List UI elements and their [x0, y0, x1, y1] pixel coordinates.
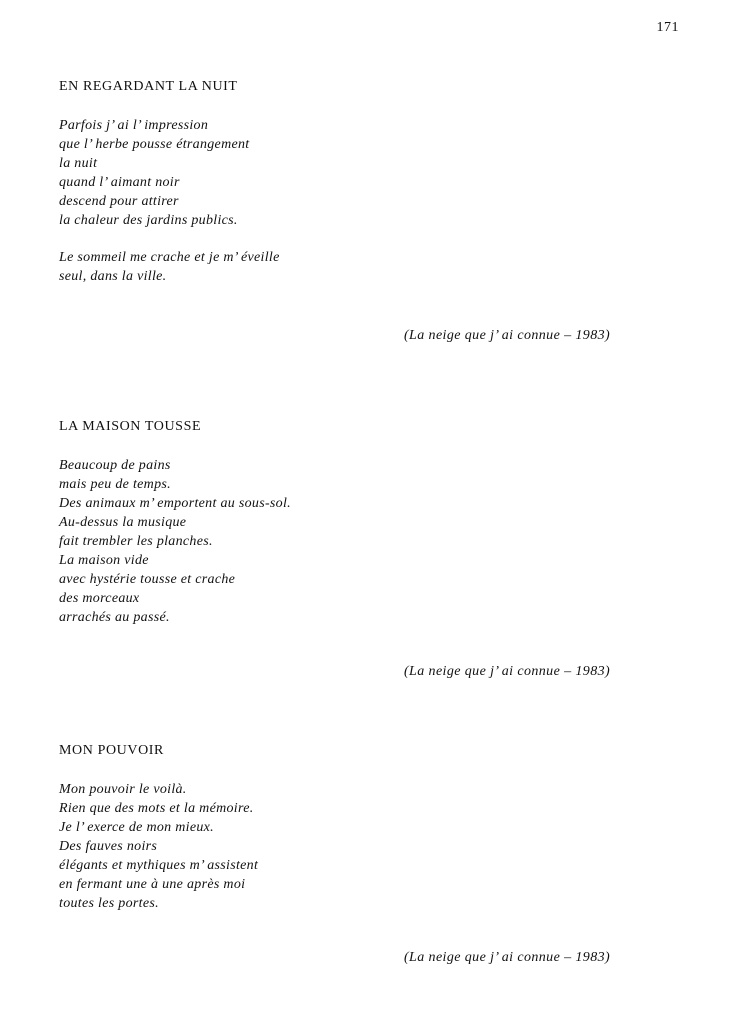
- poem-source: (La neige que j’ ai connue – 1983): [404, 950, 611, 965]
- stanza: [59, 116, 679, 230]
- poem-line: seul, dans la ville.: [59, 269, 167, 284]
- poem-line: Rien que des mots et la mémoire.: [59, 801, 254, 816]
- poem-en-regardant-la-nuit: [59, 78, 679, 286]
- poem-line: Le sommeil me crache et je m’ éveille: [59, 250, 280, 265]
- poem-line: descend pour attirer: [59, 194, 179, 209]
- poem-line: Parfois j’ ai l’ impression: [59, 118, 209, 133]
- stanza: [59, 780, 679, 913]
- poem-line: Au-dessus la musique: [59, 515, 187, 530]
- poem-line: quand l’ aimant noir: [59, 175, 180, 190]
- poem-la-maison-tousse: [59, 418, 679, 627]
- poem-line: en fermant une à une après moi: [59, 877, 246, 892]
- poem-mon-pouvoir: [59, 742, 679, 913]
- poem-title: MON POUVOIR: [59, 743, 164, 758]
- page-number: 171: [656, 20, 679, 35]
- poem-line: Des animaux m’ emportent au sous-sol.: [59, 496, 291, 511]
- stanza: [59, 456, 679, 627]
- poem-line: Je l’ exerce de mon mieux.: [59, 820, 214, 835]
- poem-source: (La neige que j’ ai connue – 1983): [404, 328, 611, 343]
- poem-title: LA MAISON TOUSSE: [59, 419, 202, 434]
- poem-line: que l’ herbe pousse étrangement: [59, 137, 250, 152]
- poem-line: la nuit: [59, 156, 98, 171]
- poem-source: (La neige que j’ ai connue – 1983): [404, 664, 611, 679]
- poem-line: fait trembler les planches.: [59, 534, 213, 549]
- poem-line: toutes les portes.: [59, 896, 159, 911]
- stanza: [59, 248, 679, 286]
- poem-line: des morceaux: [59, 591, 140, 606]
- poem-line: la chaleur des jardins publics.: [59, 213, 238, 228]
- poem-line: avec hystérie tousse et crache: [59, 572, 236, 587]
- poem-line: Mon pouvoir le voilà.: [59, 782, 187, 797]
- poem-line: Des fauves noirs: [59, 839, 158, 854]
- poem-line: arrachés au passé.: [59, 610, 170, 625]
- poem-line: élégants et mythiques m’ assistent: [59, 858, 259, 873]
- poem-line: La maison vide: [59, 553, 149, 568]
- poem-line: Beaucoup de pains: [59, 458, 171, 473]
- poem-line: mais peu de temps.: [59, 477, 171, 492]
- poem-title: EN REGARDANT LA NUIT: [59, 79, 238, 94]
